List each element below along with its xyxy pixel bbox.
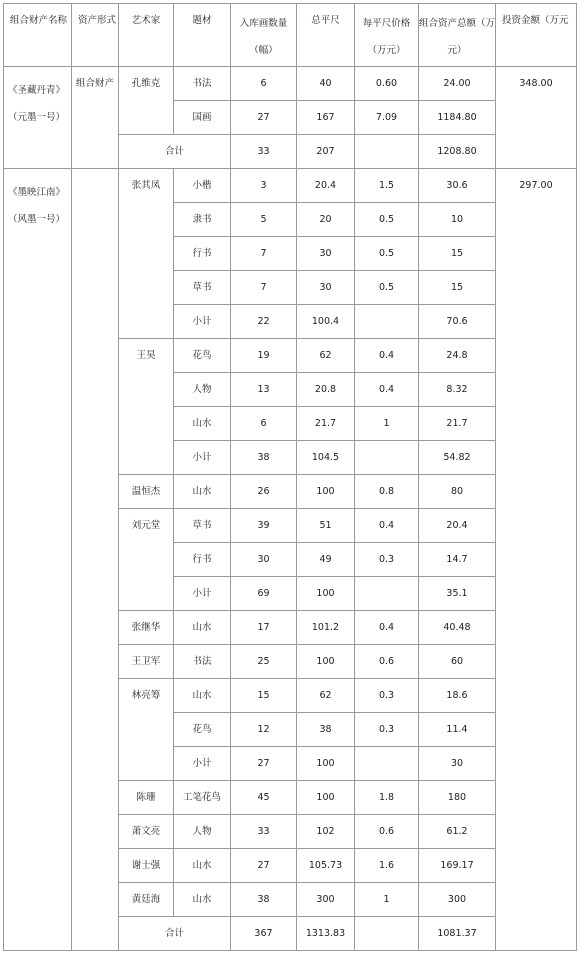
cell-area: 100 — [297, 577, 355, 611]
cell-subject: 山水 — [174, 611, 231, 645]
cell-price: 1.6 — [355, 849, 419, 883]
cell-total: 61.2 — [419, 815, 496, 849]
cell-subject: 山水 — [174, 475, 231, 509]
cell-count: 27 — [231, 849, 297, 883]
header-total-line2: 元） — [447, 45, 467, 56]
sum-count: 367 — [231, 917, 297, 951]
cell-area: 20 — [297, 203, 355, 237]
cell-area: 21.7 — [297, 407, 355, 441]
cell-price: 0.5 — [355, 203, 419, 237]
cell-count: 5 — [231, 203, 297, 237]
cell-count: 30 — [231, 543, 297, 577]
cell-count: 12 — [231, 713, 297, 747]
cell-subject: 山水 — [174, 407, 231, 441]
asset-table — [3, 3, 577, 951]
cell-price: 0.60 — [355, 67, 419, 101]
cell-count: 19 — [231, 339, 297, 373]
cell-total: 8.32 — [419, 373, 496, 407]
cell-price: 0.5 — [355, 271, 419, 305]
cell-area: 62 — [297, 339, 355, 373]
cell-area: 100 — [297, 781, 355, 815]
cell-count: 39 — [231, 509, 297, 543]
header-product: 组合财产名称 — [4, 4, 72, 67]
header-count-line2: （幅） — [249, 45, 278, 56]
cell-area: 40 — [297, 67, 355, 101]
cell-price — [355, 577, 419, 611]
cell-subject: 花鸟 — [174, 713, 231, 747]
cell-price: 0.3 — [355, 679, 419, 713]
cell-count: 38 — [231, 441, 297, 475]
cell-area: 49 — [297, 543, 355, 577]
sum-label: 合计 — [119, 135, 231, 169]
cell-area: 167 — [297, 101, 355, 135]
cell-subject: 国画 — [174, 101, 231, 135]
table-body — [4, 4, 577, 951]
cell-subject: 行书 — [174, 237, 231, 271]
cell-count: 27 — [231, 747, 297, 781]
artist-name: 黄廷海 — [119, 883, 174, 917]
cell-price: 0.3 — [355, 543, 419, 577]
product-name-line1: 《墨映江南》 — [8, 187, 66, 198]
product-name-cell — [4, 67, 72, 169]
table-row — [4, 67, 577, 101]
cell-area: 20.4 — [297, 169, 355, 203]
artist-name: 萧文亮 — [119, 815, 174, 849]
product-name-line2: （元墨一号） — [8, 112, 66, 123]
header-area: 总平尺 — [297, 4, 355, 67]
cell-subject: 花鸟 — [174, 339, 231, 373]
cell-price: 0.4 — [355, 339, 419, 373]
cell-price: 1 — [355, 883, 419, 917]
header-count-line1: 入库画数量 — [239, 18, 288, 29]
artist-name: 孔维克 — [119, 67, 174, 135]
cell-area: 30 — [297, 237, 355, 271]
cell-total: 15 — [419, 271, 496, 305]
cell-price: 0.3 — [355, 713, 419, 747]
header-row — [4, 4, 577, 67]
cell-total: 180 — [419, 781, 496, 815]
header-subject: 题材 — [174, 4, 231, 67]
sum-price — [355, 917, 419, 951]
cell-total: 20.4 — [419, 509, 496, 543]
cell-subject: 小计 — [174, 441, 231, 475]
cell-count: 22 — [231, 305, 297, 339]
cell-price: 0.4 — [355, 373, 419, 407]
cell-total: 300 — [419, 883, 496, 917]
cell-price: 7.09 — [355, 101, 419, 135]
cell-subject: 行书 — [174, 543, 231, 577]
cell-total: 1184.80 — [419, 101, 496, 135]
sum-area: 1313.83 — [297, 917, 355, 951]
cell-count: 3 — [231, 169, 297, 203]
cell-count: 15 — [231, 679, 297, 713]
cell-count: 6 — [231, 407, 297, 441]
cell-total: 24.00 — [419, 67, 496, 101]
cell-price — [355, 305, 419, 339]
cell-subject: 小计 — [174, 305, 231, 339]
header-total-line1: 组合资产总额（万 — [419, 18, 496, 29]
sum-label: 合计 — [119, 917, 231, 951]
cell-price: 1.5 — [355, 169, 419, 203]
cell-subject: 人物 — [174, 815, 231, 849]
cell-area: 100 — [297, 747, 355, 781]
artist-name: 谢士强 — [119, 849, 174, 883]
cell-area: 100 — [297, 475, 355, 509]
cell-total: 14.7 — [419, 543, 496, 577]
cell-count: 27 — [231, 101, 297, 135]
cell-total: 18.6 — [419, 679, 496, 713]
cell-subject: 工笔花鸟 — [174, 781, 231, 815]
cell-total: 70.6 — [419, 305, 496, 339]
cell-area: 38 — [297, 713, 355, 747]
cell-subject: 草书 — [174, 509, 231, 543]
header-total — [419, 4, 496, 67]
sum-total: 1208.80 — [419, 135, 496, 169]
cell-count: 45 — [231, 781, 297, 815]
cell-count: 17 — [231, 611, 297, 645]
cell-subject: 山水 — [174, 883, 231, 917]
asset-form-cell: 组合财产 — [72, 67, 119, 169]
cell-price — [355, 441, 419, 475]
cell-total: 30.6 — [419, 169, 496, 203]
cell-count: 33 — [231, 815, 297, 849]
cell-count: 69 — [231, 577, 297, 611]
sum-count: 33 — [231, 135, 297, 169]
cell-total: 21.7 — [419, 407, 496, 441]
artist-name: 陈珊 — [119, 781, 174, 815]
cell-subject: 隶书 — [174, 203, 231, 237]
cell-total: 11.4 — [419, 713, 496, 747]
sum-area: 207 — [297, 135, 355, 169]
cell-area: 20.8 — [297, 373, 355, 407]
cell-subject: 书法 — [174, 67, 231, 101]
cell-total: 54.82 — [419, 441, 496, 475]
header-count — [231, 4, 297, 67]
sum-total: 1081.37 — [419, 917, 496, 951]
product-name-line1: 《圣藏丹青》 — [8, 85, 66, 96]
header-price-line1: 每平尺价格 — [362, 18, 411, 29]
artist-name: 王卫军 — [119, 645, 174, 679]
cell-total: 60 — [419, 645, 496, 679]
sum-price — [355, 135, 419, 169]
cell-area: 101.2 — [297, 611, 355, 645]
asset-form-cell — [72, 169, 119, 951]
investment-cell: 348.00 — [496, 67, 577, 169]
cell-subject: 小楷 — [174, 169, 231, 203]
cell-price — [355, 747, 419, 781]
cell-subject: 小计 — [174, 577, 231, 611]
cell-price: 0.4 — [355, 509, 419, 543]
artist-name: 张继华 — [119, 611, 174, 645]
investment-cell: 297.00 — [496, 169, 577, 951]
artist-name: 张其凤 — [119, 169, 174, 339]
cell-price: 0.8 — [355, 475, 419, 509]
cell-total: 35.1 — [419, 577, 496, 611]
cell-count: 7 — [231, 237, 297, 271]
cell-count: 6 — [231, 67, 297, 101]
product-name-line2: （风墨一号） — [8, 214, 66, 225]
cell-area: 105.73 — [297, 849, 355, 883]
header-artist: 艺术家 — [119, 4, 174, 67]
table-row — [4, 169, 577, 203]
cell-count: 7 — [231, 271, 297, 305]
cell-total: 169.17 — [419, 849, 496, 883]
cell-total: 80 — [419, 475, 496, 509]
cell-subject: 小计 — [174, 747, 231, 781]
cell-price: 0.6 — [355, 645, 419, 679]
artist-name: 林亮筹 — [119, 679, 174, 781]
cell-area: 30 — [297, 271, 355, 305]
product-name-cell — [4, 169, 72, 951]
cell-count: 26 — [231, 475, 297, 509]
cell-count: 25 — [231, 645, 297, 679]
artist-name: 温恒杰 — [119, 475, 174, 509]
cell-area: 51 — [297, 509, 355, 543]
cell-count: 38 — [231, 883, 297, 917]
artist-name: 刘元堂 — [119, 509, 174, 611]
cell-area: 300 — [297, 883, 355, 917]
cell-price: 1.8 — [355, 781, 419, 815]
cell-subject: 山水 — [174, 679, 231, 713]
cell-area: 100 — [297, 645, 355, 679]
cell-count: 13 — [231, 373, 297, 407]
cell-price: 0.4 — [355, 611, 419, 645]
cell-total: 40.48 — [419, 611, 496, 645]
cell-area: 104.5 — [297, 441, 355, 475]
cell-subject: 书法 — [174, 645, 231, 679]
header-form: 资产形式 — [72, 4, 119, 67]
cell-price: 0.5 — [355, 237, 419, 271]
cell-area: 102 — [297, 815, 355, 849]
cell-price: 1 — [355, 407, 419, 441]
cell-price: 0.6 — [355, 815, 419, 849]
cell-area: 100.4 — [297, 305, 355, 339]
cell-area: 62 — [297, 679, 355, 713]
header-invest: 投资金额（万元 — [496, 4, 577, 67]
header-price — [355, 4, 419, 67]
cell-subject: 山水 — [174, 849, 231, 883]
header-price-line2: （万元） — [367, 45, 406, 56]
cell-subject: 人物 — [174, 373, 231, 407]
cell-total: 24.8 — [419, 339, 496, 373]
cell-total: 15 — [419, 237, 496, 271]
cell-subject: 草书 — [174, 271, 231, 305]
artist-name: 王昊 — [119, 339, 174, 475]
cell-total: 30 — [419, 747, 496, 781]
cell-total: 10 — [419, 203, 496, 237]
